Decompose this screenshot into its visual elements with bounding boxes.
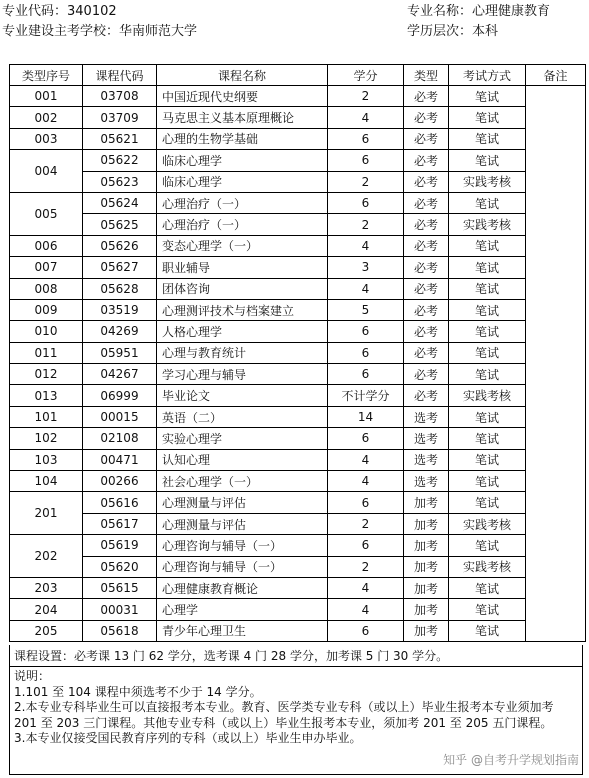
name-cell: 心理测量与评估 [157,513,328,534]
type-cell: 加考 [404,620,449,641]
exam-cell: 实践考核 [449,171,526,192]
table-row [10,299,586,320]
credit-cell: 6 [328,535,404,556]
code-cell: 03708 [83,86,157,107]
seq-cell: 004 [10,150,83,193]
exam-cell: 笔试 [449,86,526,107]
major-name: 专业名称：心理健康教育 [407,4,551,19]
credit-cell: 4 [328,278,404,299]
credit-cell: 2 [328,214,404,235]
table-row [10,471,586,492]
column-header: 类型 [404,65,449,86]
table-row [10,107,586,128]
credit-cell: 不计学分 [328,385,404,406]
seq-cell: 002 [10,107,83,128]
name-cell: 职业辅导 [157,257,328,278]
note-line: 2.本专业专科毕业生可以直接报考本专业。教育、医学类专业专科（或以上）毕业生报考本专业须加考 201 至 203 三门课程。其他专业专科（或以上）毕业生报考本专业，须加考 201 至 205 五门课程。 [14,700,554,730]
type-cell: 加考 [404,513,449,534]
type-cell: 选考 [404,428,449,449]
name-cell: 心理健康教育概论 [157,577,328,598]
exam-cell: 实践考核 [449,556,526,577]
name-cell: 心理的生物学基础 [157,128,328,149]
table-row [10,535,586,556]
seq-cell: 009 [10,299,83,320]
credit-cell: 6 [328,492,404,513]
exam-cell: 笔试 [449,107,526,128]
credit-cell: 2 [328,171,404,192]
seq-cell: 101 [10,406,83,427]
table-row [10,214,586,235]
credit-cell: 6 [328,364,404,385]
type-cell: 必考 [404,150,449,171]
seq-cell: 104 [10,471,83,492]
table-row [10,492,586,513]
name-cell: 认知心理 [157,449,328,470]
seq-cell: 006 [10,235,83,256]
code-cell: 03709 [83,107,157,128]
type-cell: 必考 [404,214,449,235]
code-cell: 03519 [83,299,157,320]
table-row [10,364,586,385]
name-cell: 临床心理学 [157,171,328,192]
seq-cell: 003 [10,128,83,149]
exam-cell: 笔试 [449,620,526,641]
code-cell: 05626 [83,235,157,256]
type-cell: 必考 [404,171,449,192]
name-cell: 社会心理学（一） [157,471,328,492]
code-cell: 02108 [83,428,157,449]
name-cell: 心理测评技术与档案建立 [157,299,328,320]
table-row [10,278,586,299]
column-header: 考试方式 [449,65,526,86]
type-cell: 加考 [404,577,449,598]
name-cell: 毕业论文 [157,385,328,406]
exam-cell: 笔试 [449,406,526,427]
table-row [10,385,586,406]
code-cell: 05621 [83,128,157,149]
code-cell: 05619 [83,535,157,556]
exam-cell: 笔试 [449,535,526,556]
credit-cell: 6 [328,128,404,149]
column-header: 课程名称 [157,65,328,86]
table-row [10,620,586,641]
name-cell: 人格心理学 [157,321,328,342]
seq-cell: 102 [10,428,83,449]
type-cell: 加考 [404,599,449,620]
seq-cell: 204 [10,599,83,620]
exam-cell: 笔试 [449,364,526,385]
credit-cell: 4 [328,577,404,598]
education-level: 学历层次：本科 [407,24,499,39]
type-cell: 必考 [404,342,449,363]
seq-cell: 205 [10,620,83,641]
exam-cell: 笔试 [449,428,526,449]
column-header: 备注 [526,65,586,86]
credit-cell: 6 [328,150,404,171]
name-cell: 变态心理学（一） [157,235,328,256]
type-cell: 必考 [404,299,449,320]
table-row [10,257,586,278]
note-line: 1.101 至 104 课程中须选考不少于 14 学分。 [14,684,262,699]
exam-cell: 笔试 [449,599,526,620]
column-header: 课程代码 [83,65,157,86]
notes-body [10,667,582,749]
code-cell: 05616 [83,492,157,513]
code-cell: 05617 [83,513,157,534]
type-cell: 加考 [404,556,449,577]
name-cell: 临床心理学 [157,150,328,171]
name-cell: 心理咨询与辅导（一） [157,556,328,577]
code-cell: 05620 [83,556,157,577]
table-row [10,577,586,598]
credit-cell: 4 [328,107,404,128]
exam-cell: 笔试 [449,471,526,492]
credit-cell: 6 [328,428,404,449]
table-row [10,599,586,620]
course-setting-summary: 课程设置：必考课 13 门 62 学分，选考课 4 门 28 学分，加考课 5 门 30 学分。 [10,645,582,667]
credit-cell: 4 [328,449,404,470]
code-cell: 00031 [83,599,157,620]
credit-cell: 6 [328,192,404,213]
credit-cell: 6 [328,620,404,641]
credit-cell: 5 [328,299,404,320]
watermark: 知乎 @自考升学规划指南 [443,753,579,767]
code-cell: 05618 [83,620,157,641]
exam-cell: 笔试 [449,257,526,278]
type-cell: 必考 [404,235,449,256]
exam-cell: 笔试 [449,150,526,171]
seq-cell: 201 [10,492,83,535]
exam-cell: 笔试 [449,192,526,213]
type-cell: 必考 [404,192,449,213]
credit-cell: 3 [328,257,404,278]
table-row [10,513,586,534]
table-row [10,449,586,470]
name-cell: 青少年心理卫生 [157,620,328,641]
table-row [10,171,586,192]
type-cell: 必考 [404,107,449,128]
code-cell: 00471 [83,449,157,470]
table-row [10,150,586,171]
type-cell: 选考 [404,406,449,427]
table-row [10,556,586,577]
column-header: 学分 [328,65,404,86]
seq-cell: 007 [10,257,83,278]
exam-cell: 笔试 [449,492,526,513]
course-table [9,64,586,642]
exam-cell: 实践考核 [449,214,526,235]
credit-cell: 4 [328,471,404,492]
name-cell: 学习心理与辅导 [157,364,328,385]
exam-cell: 笔试 [449,299,526,320]
type-cell: 加考 [404,535,449,556]
type-cell: 必考 [404,364,449,385]
major-code: 专业代码：340102 [2,4,117,19]
type-cell: 必考 [404,257,449,278]
exam-cell: 笔试 [449,321,526,342]
credit-cell: 4 [328,235,404,256]
seq-cell: 005 [10,192,83,235]
table-header-row [10,65,586,86]
code-cell: 04267 [83,364,157,385]
name-cell: 团体咨询 [157,278,328,299]
exam-cell: 笔试 [449,128,526,149]
type-cell: 必考 [404,128,449,149]
code-cell: 06999 [83,385,157,406]
name-cell: 心理测量与评估 [157,492,328,513]
table-row [10,321,586,342]
code-cell: 05623 [83,171,157,192]
credit-cell: 2 [328,556,404,577]
seq-cell: 008 [10,278,83,299]
host-school: 专业建设主考学校：华南师范大学 [2,24,198,39]
seq-cell: 012 [10,364,83,385]
code-cell: 05625 [83,214,157,235]
seq-cell: 202 [10,535,83,578]
type-cell: 选考 [404,449,449,470]
name-cell: 心理咨询与辅导（一） [157,535,328,556]
type-cell: 必考 [404,385,449,406]
code-cell: 05624 [83,192,157,213]
seq-cell: 010 [10,321,83,342]
name-cell: 心理治疗（一） [157,192,328,213]
table-row [10,86,586,107]
name-cell: 心理与教育统计 [157,342,328,363]
seq-cell: 103 [10,449,83,470]
exam-cell: 笔试 [449,235,526,256]
course-table-body [10,86,586,642]
name-cell: 中国近现代史纲要 [157,86,328,107]
code-cell: 05622 [83,150,157,171]
code-cell: 04269 [83,321,157,342]
type-cell: 必考 [404,321,449,342]
table-row [10,192,586,213]
type-cell: 加考 [404,492,449,513]
table-row [10,128,586,149]
code-cell: 00266 [83,471,157,492]
credit-cell: 4 [328,599,404,620]
code-cell: 05627 [83,257,157,278]
seq-cell: 203 [10,577,83,598]
code-cell: 05628 [83,278,157,299]
seq-cell: 001 [10,86,83,107]
name-cell: 英语（二） [157,406,328,427]
credit-cell: 2 [328,513,404,534]
remark-cell [526,86,586,642]
exam-cell: 实践考核 [449,385,526,406]
type-cell: 必考 [404,86,449,107]
seq-cell: 013 [10,385,83,406]
notes-label: 说明： [14,669,51,683]
credit-cell: 6 [328,342,404,363]
exam-cell: 笔试 [449,449,526,470]
name-cell: 心理学 [157,599,328,620]
seq-cell: 011 [10,342,83,363]
code-cell: 00015 [83,406,157,427]
type-cell: 必考 [404,278,449,299]
table-row [10,235,586,256]
exam-cell: 笔试 [449,342,526,363]
credit-cell: 2 [328,86,404,107]
code-cell: 05951 [83,342,157,363]
table-row [10,428,586,449]
table-row [10,406,586,427]
exam-cell: 笔试 [449,278,526,299]
table-row [10,342,586,363]
name-cell: 心理治疗（一） [157,214,328,235]
type-cell: 选考 [404,471,449,492]
code-cell: 05615 [83,577,157,598]
exam-cell: 实践考核 [449,513,526,534]
exam-cell: 笔试 [449,577,526,598]
credit-cell: 14 [328,406,404,427]
name-cell: 马克思主义基本原理概论 [157,107,328,128]
note-line: 3.本专业仅接受国民教育序列的专科（或以上）毕业生申办毕业。 [14,731,362,745]
column-header: 类型序号 [10,65,83,86]
credit-cell: 6 [328,321,404,342]
name-cell: 实验心理学 [157,428,328,449]
